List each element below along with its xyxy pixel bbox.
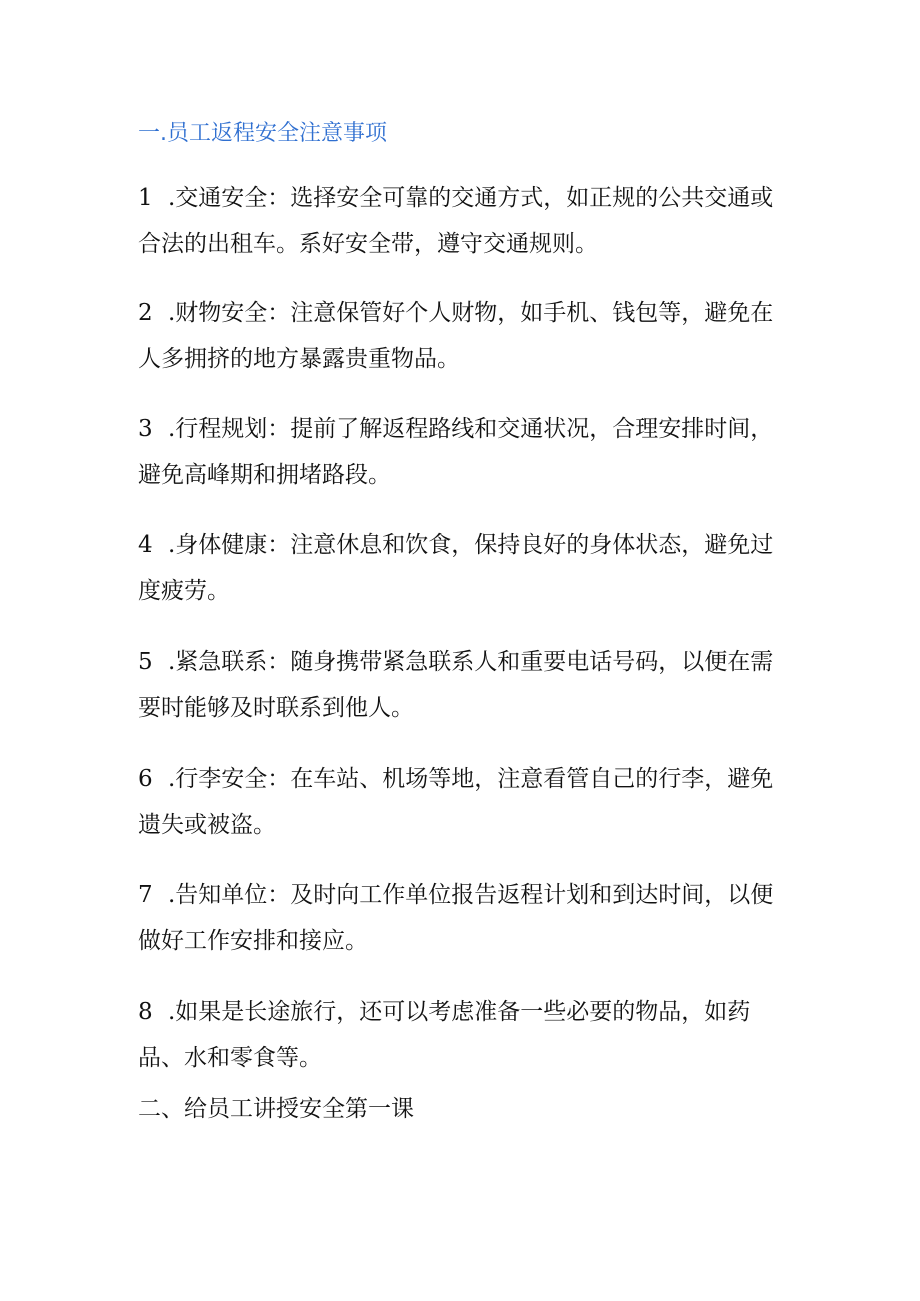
- list-item: [138, 290, 788, 382]
- item-number: 4: [138, 532, 153, 558]
- item-number: 7: [138, 882, 153, 908]
- item-text: .财物安全：注意保管好个人财物，如手机、钱包等，避免在人多拥挤的地方暴露贵重物品。: [138, 300, 774, 372]
- item-number: 8: [138, 999, 153, 1025]
- item-number: 1: [138, 185, 153, 211]
- list-item: [138, 756, 788, 848]
- list-item: [138, 872, 788, 964]
- item-text: .如果是长途旅行，还可以考虑准备一些必要的物品，如药品、水和零食等。: [138, 999, 751, 1071]
- item-number: 2: [138, 300, 153, 326]
- item-text: .行程规划：提前了解返程路线和交通状况，合理安排时间，避免高峰期和拥堵路段。: [138, 416, 774, 488]
- list-item: [138, 406, 788, 498]
- section-subheading: 二、给员工讲授安全第一课: [138, 1096, 414, 1122]
- item-number: 6: [138, 766, 153, 792]
- item-text: .行李安全：在车站、机场等地，注意看管自己的行李，避免遗失或被盗。: [138, 766, 774, 838]
- section-heading: 一.员工返程安全注意事项: [138, 121, 387, 146]
- item-number: 3: [138, 416, 153, 442]
- item-text: .紧急联系：随身携带紧急联系人和重要电话号码，以便在需要时能够及时联系到他人。: [138, 649, 774, 721]
- item-text: .身体健康：注意休息和饮食，保持良好的身体状态，避免过度疲劳。: [138, 532, 774, 604]
- list-item: [138, 639, 788, 731]
- list-item: [138, 522, 788, 614]
- list-item: [138, 989, 788, 1081]
- list-item: [138, 175, 788, 267]
- item-text: .告知单位：及时向工作单位报告返程计划和到达时间，以便做好工作安排和接应。: [138, 882, 774, 954]
- item-text: .交通安全：选择安全可靠的交通方式，如正规的公共交通或合法的出租车。系好安全带，遵守交通规则。: [138, 185, 774, 257]
- item-number: 5: [138, 649, 153, 675]
